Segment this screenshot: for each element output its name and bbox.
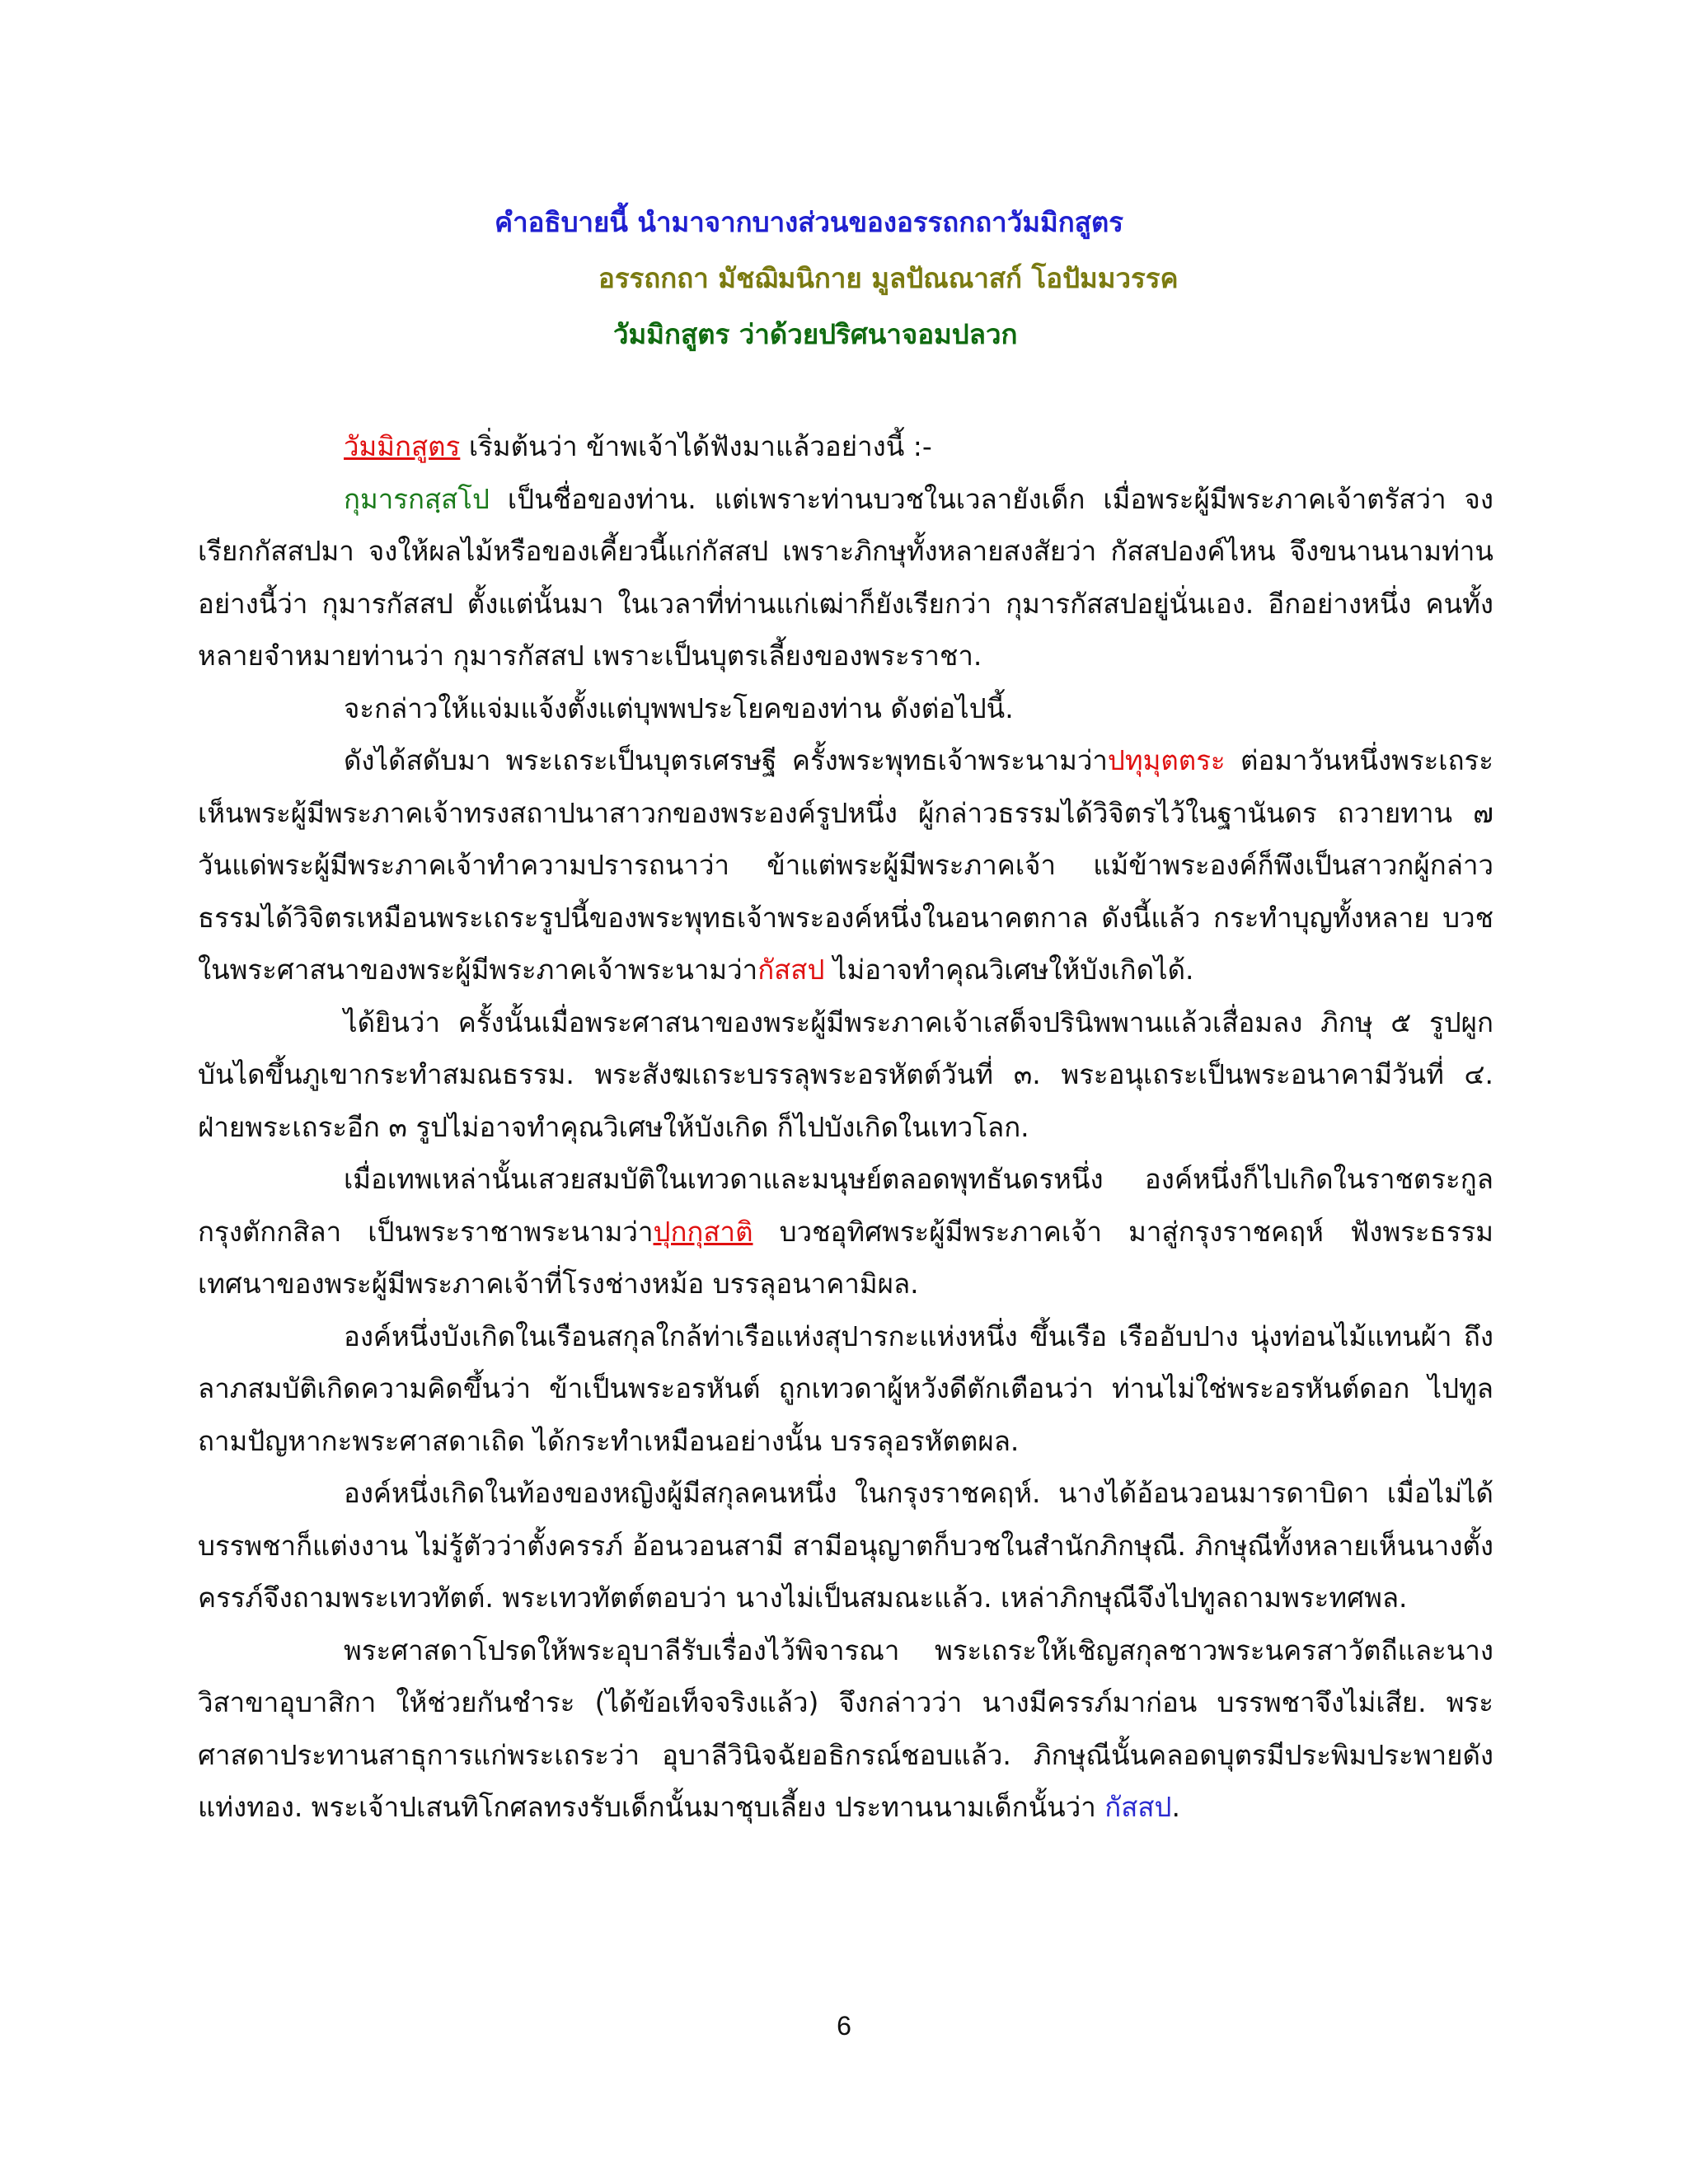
paragraph-8	[198, 1467, 1493, 1624]
paragraph-text: เมื่อเทพเหล่านั้นเสวยสมบัติในเทวดาและมนุษย์ตลอดพุทธันดรหนึ่ง องค์หนึ่งก็ไปเกิดในราชตระกูล กรุงตักกสิลา เป็นพระราชาพระนามว่า	[198, 1163, 1493, 1248]
highlight-term: ปุกกุสาติ	[653, 1215, 753, 1248]
document-body	[198, 420, 1493, 1834]
paragraph-6	[198, 1153, 1493, 1310]
paragraph-text: ต่อมาวันหนึ่งพระเถระเห็นพระผู้มีพระภาคเจ้าทรงสถาปนาสาวกของพระองค์รูปหนึ่ง ผู้กล่าวธรรมได้วิจิตรไว้ในฐานันดร ถวายทาน ๗ วันแด่พระผู้มีพระภาคเจ้าทำความปรารถนาว่า ข้าแต่พระผู้มีพระภาคเจ้า แม้ข้าพระองค์ก็พึงเป็นสาวกผู้กล่าวธรรมได้วิจิตรเหมือนพระเถระรูปนี้ของพระพุทธเจ้าพระองค์หนึ่งในอนาคตกาล ดังนี้แล้ว กระทำบุญทั้งหลาย บวชในพระศาสนาของพระผู้มีพระภาคเจ้าพระนามว่า	[198, 744, 1494, 986]
highlight-term: วัมมิกสูตร	[344, 430, 461, 462]
paragraph-text: ไม่อาจทำคุณวิเศษให้บังเกิดได้.	[824, 954, 1194, 986]
paragraph-text: บวชอุทิศพระผู้มีพระภาคเจ้า มาสู่กรุงราชคฤห์ ฟังพระธรรมเทศนาของพระผู้มีพระภาคเจ้าที่โรงช่างหม้อ บรรลุอนาคามิผล.	[198, 1215, 1493, 1300]
paragraph-text: .	[1171, 1791, 1180, 1823]
highlight-term: ปทุมุตตระ	[1107, 744, 1226, 776]
paragraph-text: ดังได้สดับมา พระเถระเป็นบุตรเศรษฐี ครั้งพระพุทธเจ้าพระนามว่า	[344, 744, 1108, 776]
header-line-1: คำอธิบายนี้ นำมาจากบางส่วนของอรรถกถาวัมมิกสูตร	[495, 206, 1124, 238]
highlight-term: กัสสป	[1104, 1791, 1172, 1823]
paragraph-7	[198, 1310, 1493, 1468]
paragraph-text: องค์หนึ่งบังเกิดในเรือนสกุลใกล้ท่าเรือแห่งสุปารกะแห่งหนึ่ง ขึ้นเรือ เรืออับปาง นุ่งท่อนไม้แทนผ้า ถึงลาภสมบัติเกิดความคิดขึ้นว่า ข้าเป็นพระอรหันต์ ถูกเทวดาผู้หวังดีตักเตือนว่า ท่านไม่ใช่พระอรหันต์ดอก ไปทูลถามปัญหากะพระศาสดาเถิด ได้กระทำเหมือนอย่างนั้น บรรลุอรหัตตผล.	[198, 1319, 1493, 1457]
paragraph-1	[198, 420, 1493, 473]
highlight-term: กุมารกสฺสโป	[344, 482, 490, 515]
paragraph-text: ได้ยินว่า ครั้งนั้นเมื่อพระศาสนาของพระผู้มีพระภาคเจ้าเสด็จปรินิพพานแล้วเสื่อมลง ภิกษุ ๕ รูปผูกบันไดขึ้นภูเขากระทำสมณธรรม. พระสังฆเถระบรรลุพระอรหัตต์วันที่ ๓. พระอนุเถระเป็นพระอนาคามีวันที่ ๔. ฝ่ายพระเถระอีก ๓ รูปไม่อาจทำคุณวิเศษให้บังเกิด ก็ไปบังเกิดในเทวโลก.	[198, 1005, 1493, 1143]
paragraph-text: เป็นชื่อของท่าน. แต่เพราะท่านบวชในเวลายังเด็ก เมื่อพระผู้มีพระภาคเจ้าตรัสว่า จงเรียกกัสสปมา จงให้ผลไม้หรือของเคี้ยวนี้แก่กัสสป เพราะภิกษุทั้งหลายสงสัยว่า กัสสปองค์ไหน จึงขนานนามท่านอย่างนี้ว่า กุมารกัสสป ตั้งแต่นั้นมา ในเวลาที่ท่านแก่เฒ่าก็ยังเรียกว่า กุมารกัสสปอยู่นั่นเอง. อีกอย่างหนึ่ง คนทั้งหลายจำหมายท่านว่า กุมารกัสสป เพราะเป็นบุตรเลี้ยงของพระราชา.	[198, 482, 1493, 672]
paragraph-text: พระศาสดาโปรดให้พระอุบาลีรับเรื่องไว้พิจารณา พระเถระให้เชิญสกุลชาวพระนครสาวัตถีและนางวิสาขาอุบาสิกา ให้ช่วยกันชำระ (ได้ข้อเท็จจริงแล้ว) จึงกล่าวว่า นางมีครรภ์มาก่อน บรรพชาจึงไม่เสีย. พระศาสดาประทานสาธุการแก่พระเถระว่า อุบาลีวินิจฉัยอธิกรณ์ชอบแล้ว. ภิกษุณีนั้นคลอดบุตรมีประพิมประพายดังแท่งทอง. พระเจ้าปเสนทิโกศลทรงรับเด็กนั้นมาชุบเลี้ยง ประทานนามเด็กนั้นว่า	[198, 1633, 1493, 1823]
header-line-2: อรรถกถา มัชฌิมนิกาย มูลปัณณาสก์ โอปัมมวรรค	[598, 262, 1179, 294]
paragraph-text: เริ่มต้นว่า ข้าพเจ้าได้ฟังมาแล้วอย่างนี้ :-	[460, 430, 932, 462]
header-line-3: วัมมิกสูตร ว่าด้วยปริศนาจอมปลวก	[613, 318, 1018, 350]
paragraph-9	[198, 1624, 1493, 1834]
page-number: 6	[837, 2011, 851, 2041]
paragraph-5	[198, 996, 1493, 1154]
paragraph-4	[198, 734, 1493, 996]
paragraph-2	[198, 473, 1493, 682]
paragraph-3	[198, 682, 1493, 735]
highlight-term: กัสสป	[757, 954, 825, 986]
paragraph-text: องค์หนึ่งเกิดในท้องของหญิงผู้มีสกุลคนหนึ่ง ในกรุงราชคฤห์. นางได้อ้อนวอนมารดาบิดา เมื่อไม่ได้บรรพชาก็แต่งงาน ไม่รู้ตัวว่าตั้งครรภ์ อ้อนวอนสามี สามีอนุญาตก็บวชในสำนักภิกษุณี. ภิกษุณีทั้งหลายเห็นนางตั้งครรภ์จึงถามพระเทวทัตต์. พระเทวทัตต์ตอบว่า นางไม่เป็นสมณะแล้ว. เหล่าภิกษุณีจึงไปทูลถามพระทศพล.	[198, 1477, 1493, 1614]
paragraph-text: จะกล่าวให้แจ่มแจ้งตั้งแต่บุพพประโยคของท่าน ดังต่อไปนี้.	[344, 691, 1014, 724]
